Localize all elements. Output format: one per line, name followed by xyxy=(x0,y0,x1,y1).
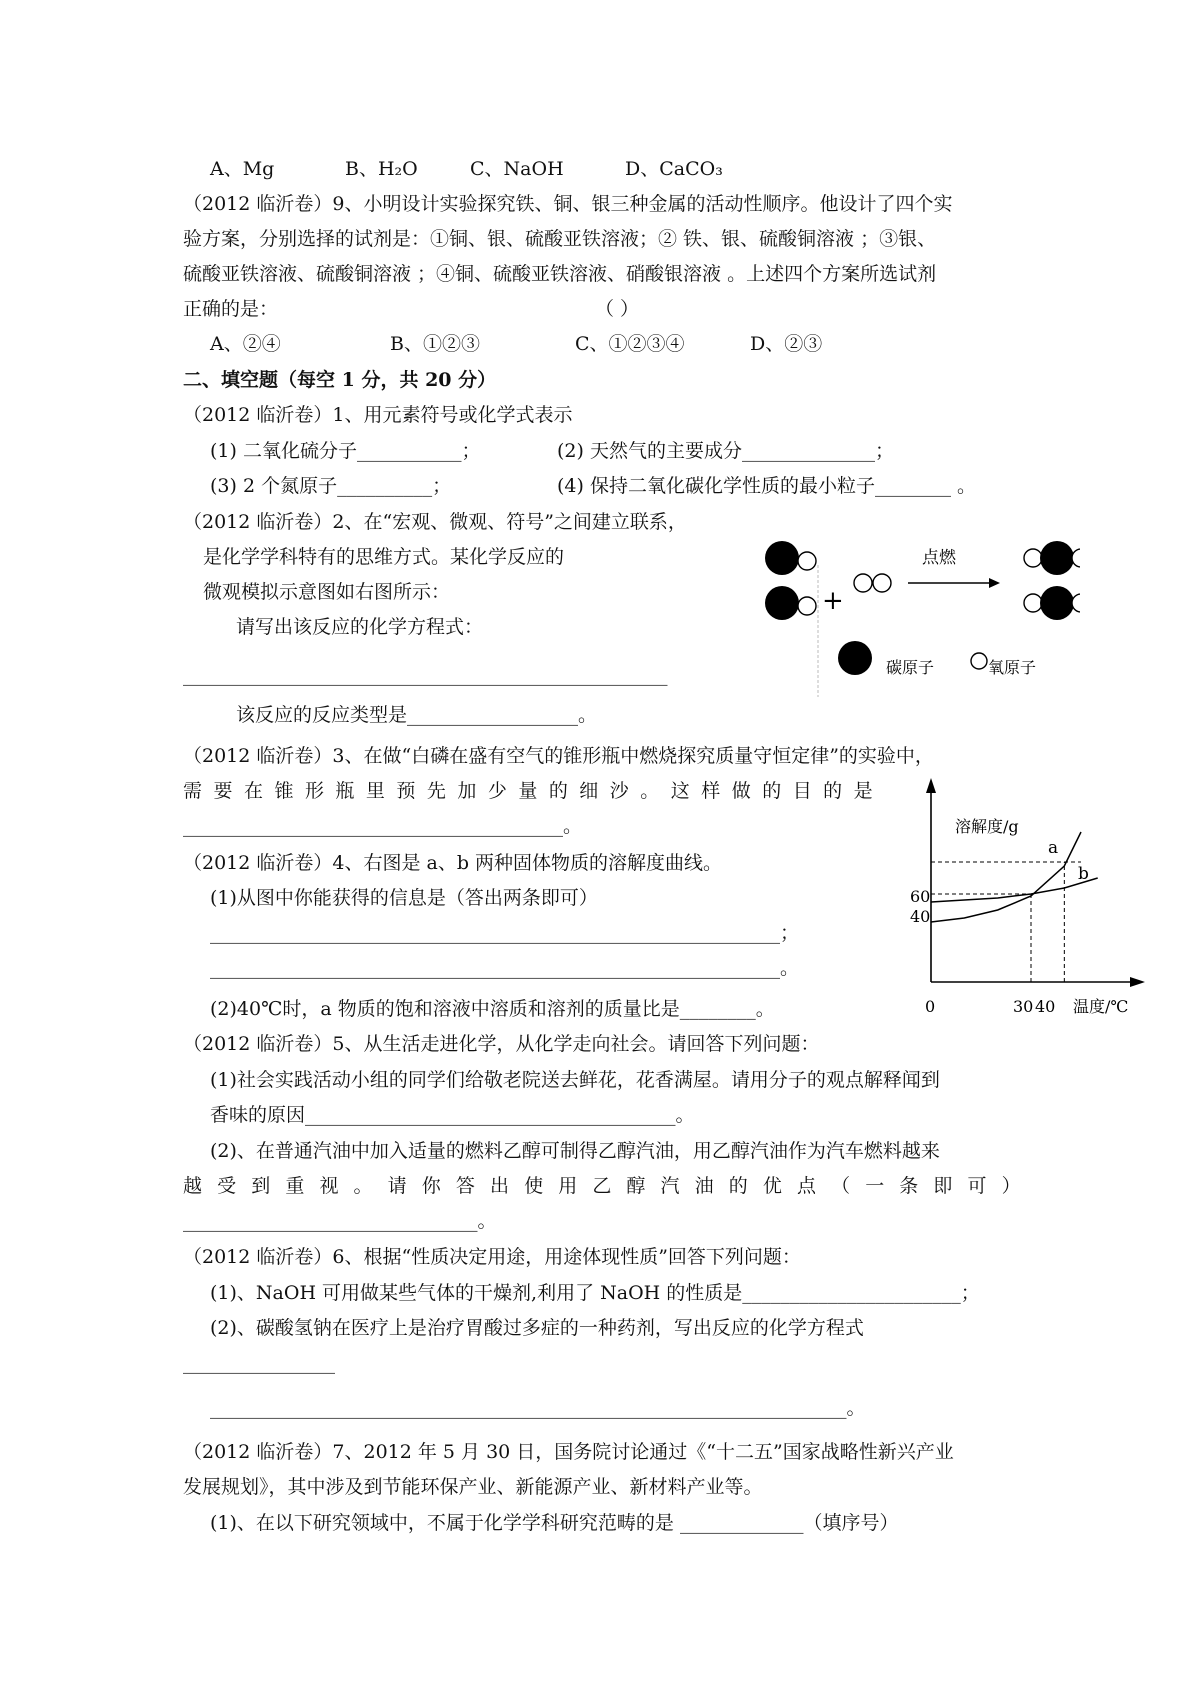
q9-line-3: 硫酸亚铁溶液、硫酸铜溶液 ；④铜、硫酸亚铁溶液、硝酸银溶液 。上述四个方案所选试剂 xyxy=(183,263,937,285)
f5-line-4: (2)、在普通汽油中加入适量的燃料乙醇可制得乙醇汽油，用乙醇汽油作为汽车燃料越来 xyxy=(210,1140,940,1162)
f6-line-2: (1)、NaOH 可用做某些气体的干燥剂,利用了 NaOH 的性质是_______________________； xyxy=(210,1282,980,1304)
oxygen-atom-icon xyxy=(798,597,816,615)
q8-option-a: A、Mg xyxy=(210,158,275,180)
plus-sign: + xyxy=(822,586,844,616)
text-char: 在 xyxy=(243,780,263,802)
q9-answer-bracket: （ ） xyxy=(595,298,640,320)
text-char: 瓶 xyxy=(335,780,355,802)
text-char: 点 xyxy=(796,1175,816,1197)
text-char: 。 xyxy=(353,1175,373,1197)
text-char: 这 xyxy=(670,780,690,802)
oxygen-atom-icon xyxy=(1072,549,1080,567)
f7-line-1: （2012 临沂卷）7、2012 年 5 月 30 日，国务院讨论通过《“十二五”国家战略性新兴产业 xyxy=(183,1441,954,1463)
f1-stem: （2012 临沂卷）1、用元素符号或化学式表示 xyxy=(183,404,573,426)
f3-line-2 xyxy=(183,779,873,803)
solubility-chart xyxy=(905,760,1145,1020)
f6-answer-line-1: ________________ xyxy=(183,1352,335,1374)
text-char: 里 xyxy=(365,780,385,802)
legend-carbon-label: 碳原子 xyxy=(886,658,935,677)
text-char: 少 xyxy=(487,780,507,802)
text-char: 是 xyxy=(853,780,873,802)
f2-line-1: （2012 临沂卷）2、在“宏观、微观、符号”之间建立联系， xyxy=(183,511,687,533)
text-char: 做 xyxy=(731,780,751,802)
f7-line-3: (1)、在以下研究领域中，不属于化学学科研究范畴的是 _____________（填序号） xyxy=(210,1512,899,1534)
text-char: 细 xyxy=(579,780,599,802)
carbon-atom-icon xyxy=(1040,586,1074,620)
text-char: 汽 xyxy=(660,1175,680,1197)
f4-line-5: (2)40℃时，a 物质的饱和溶液中溶质和溶剂的质量比是________。 xyxy=(210,998,775,1020)
text-char: 的 xyxy=(548,780,568,802)
text-char: 用 xyxy=(558,1175,578,1197)
x-tick-label: 0 xyxy=(925,997,936,1016)
oxygen-atom-icon xyxy=(1024,549,1042,567)
f5-line-3: 香味的原因_______________________________________。 xyxy=(210,1104,695,1126)
chart-guides xyxy=(931,862,1081,982)
text-char: 形 xyxy=(304,780,324,802)
text-char: 乙 xyxy=(592,1175,612,1197)
f1-part-4: (4) 保持二氧化碳化学性质的最小粒子________ 。 xyxy=(557,475,976,497)
q9-option-b: B、①②③ xyxy=(390,333,480,355)
f4-line-1: （2012 临沂卷）4、右图是 a、b 两种固体物质的溶解度曲线。 xyxy=(183,852,723,874)
y-axis-arrow-icon xyxy=(926,778,936,793)
text-char: 锥 xyxy=(274,780,294,802)
f2-reaction-type: 该反应的反应类型是__________________。 xyxy=(236,704,598,726)
f5-line-2: (1)社会实践活动小组的同学们给敬老院送去鲜花，花香满屋。请用分子的观点解释闻到 xyxy=(210,1069,940,1091)
series-a-line xyxy=(931,832,1081,922)
f6-answer-line-2: ___________________________________________________________________。 xyxy=(210,1397,866,1419)
text-char: 答 xyxy=(455,1175,475,1197)
f5-line-1: （2012 临沂卷）5、从生活走进化学，从化学走向社会。请回答下列问题： xyxy=(183,1033,820,1055)
y-tick-label: 60 xyxy=(910,887,931,906)
oxygen-atom-icon xyxy=(798,552,816,570)
text-char: 预 xyxy=(396,780,416,802)
text-char: 目 xyxy=(792,780,812,802)
f4-line-2: (1)从图中你能获得的信息是（答出两条即可） xyxy=(210,887,598,909)
text-char: 视 xyxy=(319,1175,339,1197)
series-a-label: a xyxy=(1048,838,1059,858)
x-axis-arrow-icon xyxy=(1130,977,1145,987)
text-char: 到 xyxy=(251,1175,271,1197)
text-char: 需 xyxy=(183,780,203,802)
f2-answer-line: ___________________________________________________ xyxy=(183,664,668,686)
series-b-line xyxy=(931,878,1098,902)
legend-oxygen-label: 氧原子 xyxy=(988,658,1037,677)
text-char: 越 xyxy=(183,1175,203,1197)
carbon-atom-icon xyxy=(765,541,799,575)
text-char: 你 xyxy=(421,1175,441,1197)
text-char: 的 xyxy=(823,780,843,802)
q9-line-2: 验方案，分别选择的试剂是：①铜、银、硫酸亚铁溶液；② 铁、银、硫酸铜溶液 ；③银、 xyxy=(183,228,937,250)
f4-answer-2: ____________________________________________________________。 xyxy=(210,957,800,979)
f2-line-2: 是化学学科特有的思维方式。某化学反应的 xyxy=(203,546,565,568)
text-char: 优 xyxy=(762,1175,782,1197)
f4-answer-1: ____________________________________________________________； xyxy=(210,922,800,944)
q9-option-a: A、②④ xyxy=(210,333,281,355)
f3-answer-line: ________________________________________。 xyxy=(183,815,583,837)
text-char: 可 xyxy=(967,1175,987,1197)
f5-line-5 xyxy=(183,1174,1021,1198)
text-char: 的 xyxy=(762,780,782,802)
q9-option-c: C、①②③④ xyxy=(575,333,685,355)
f1-part-2: (2) 天然气的主要成分______________； xyxy=(557,440,894,462)
text-char: ） xyxy=(1001,1175,1021,1197)
text-char: （ xyxy=(831,1175,851,1197)
f6-line-3: (2)、碳酸氢钠在医疗上是治疗胃酸过多症的一种药剂，写出反应的化学方程式 xyxy=(210,1317,864,1339)
text-char: 。 xyxy=(640,780,660,802)
reaction-condition: 点燃 xyxy=(922,548,956,568)
text-char: 请 xyxy=(387,1175,407,1197)
oxygen-atom-icon xyxy=(1072,594,1080,612)
text-char: 醇 xyxy=(626,1175,646,1197)
text-char: 沙 xyxy=(609,780,629,802)
arrow-head-icon xyxy=(989,578,1000,588)
carbon-atom-icon xyxy=(765,586,799,620)
q8-option-c: C、NaOH xyxy=(470,158,564,180)
text-char: 先 xyxy=(426,780,446,802)
text-char: 出 xyxy=(489,1175,509,1197)
reaction-diagram xyxy=(760,525,1080,705)
text-char: 重 xyxy=(285,1175,305,1197)
text-char: 要 xyxy=(213,780,233,802)
oxygen-atom-icon xyxy=(1024,594,1042,612)
oxygen-atom-icon xyxy=(854,574,872,592)
text-char: 受 xyxy=(217,1175,237,1197)
x-tick-label: 30 xyxy=(1013,997,1034,1016)
text-char: 条 xyxy=(899,1175,919,1197)
q9-line-4: 正确的是： xyxy=(183,298,279,320)
f2-line-4: 请写出该反应的化学方程式： xyxy=(236,616,484,638)
text-char: 即 xyxy=(933,1175,953,1197)
f3-line-1: （2012 临沂卷）3、在做“白磷在盛有空气的锥形瓶中燃烧探究质量守恒定律”的实验中， xyxy=(183,745,934,767)
f6-line-1: （2012 临沂卷）6、根据“性质决定用途，用途体现性质”回答下列问题： xyxy=(183,1246,801,1268)
text-char: 一 xyxy=(865,1175,885,1197)
text-char: 样 xyxy=(701,780,721,802)
text-char: 的 xyxy=(728,1175,748,1197)
carbon-atom-icon xyxy=(1040,541,1074,575)
q9-line-1: （2012 临沂卷）9、小明设计实验探究铁、铜、银三种金属的活动性顺序。他设计了四个实 xyxy=(183,193,953,215)
f1-part-3: (3) 2 个氮原子__________； xyxy=(210,475,452,497)
text-char: 量 xyxy=(518,780,538,802)
y-axis-label: 溶解度/g xyxy=(955,817,1019,836)
x-tick-label: 40 xyxy=(1035,997,1056,1016)
legend-oxygen-icon xyxy=(971,653,987,669)
oxygen-atom-icon xyxy=(873,574,891,592)
text-char: 使 xyxy=(524,1175,544,1197)
x-axis-label: 温度/℃ xyxy=(1073,997,1129,1016)
f7-line-2: 发展规划》，其中涉及到节能环保产业、新能源产业、新材料产业等。 xyxy=(183,1476,763,1498)
text-char: 油 xyxy=(694,1175,714,1197)
q8-option-b: B、H₂O xyxy=(345,158,418,180)
text-char: 加 xyxy=(457,780,477,802)
legend-carbon-icon xyxy=(838,641,872,675)
q8-option-d: D、CaCO₃ xyxy=(625,158,723,180)
y-tick-label: 40 xyxy=(910,907,931,926)
series-b-label: b xyxy=(1078,864,1089,884)
f5-answer-line: _______________________________。 xyxy=(183,1210,497,1232)
f2-line-3: 微观模拟示意图如右图所示： xyxy=(203,581,451,603)
q9-option-d: D、②③ xyxy=(750,333,823,355)
section-2-title: 二、填空题（每空 1 分，共 20 分） xyxy=(183,369,497,391)
f1-part-1: (1) 二氧化硫分子___________； xyxy=(210,440,481,462)
